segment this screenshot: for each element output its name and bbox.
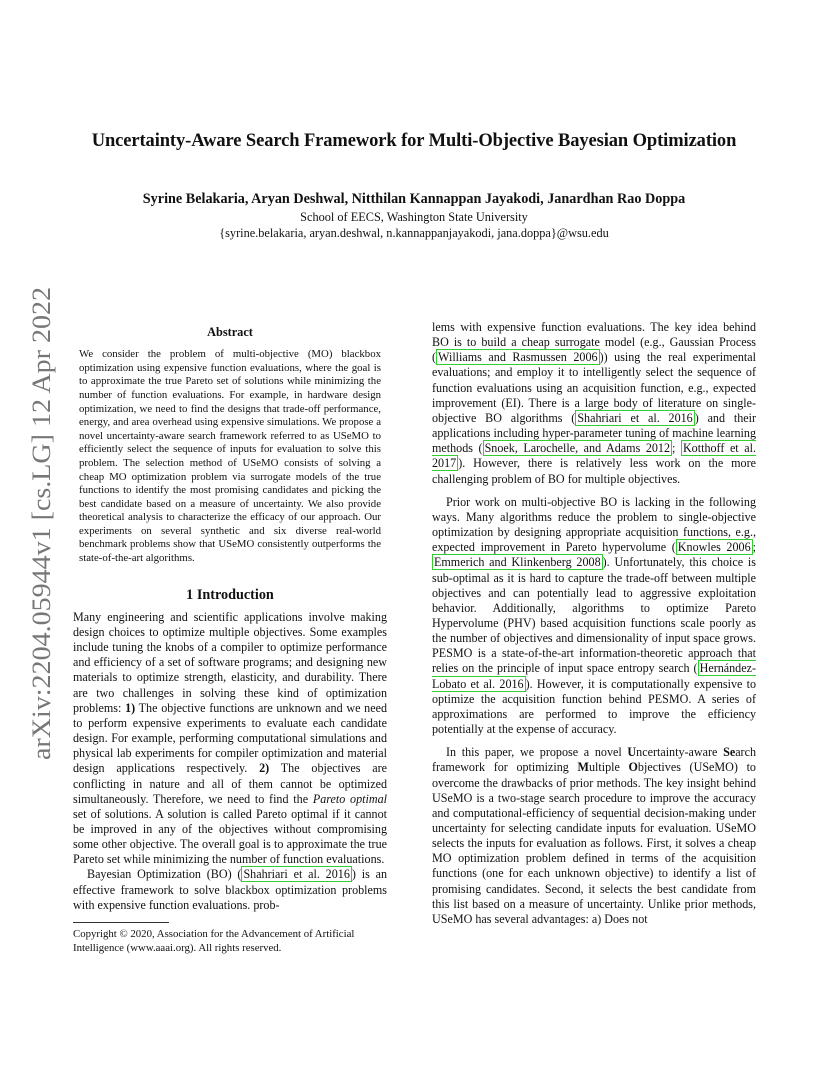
citation-link[interactable]: Shahriari et al. 2016 bbox=[243, 867, 350, 882]
affiliation: School of EECS, Washington State University bbox=[300, 210, 528, 224]
arxiv-identifier bbox=[14, 285, 58, 760]
citation-link[interactable]: Snoek, Larochelle, and Adams 2012 bbox=[484, 441, 671, 456]
intro-paragraph-4: In this paper, we propose a novel Uncertainty-aware Search framework for optimizing Multiple Objectives (USeMO) to overcome the drawbacks of prior methods. The key insight behind USeMO is a two-stage search procedure to improve the accuracy and computational-efficiency of sequential decision-making under uncertainty for selecting candidate inputs for evaluation. USeMO selects the inputs for evaluation as follows. First, it solves a cheap MO optimization problem defined in terms of the acquisition functions (one for each unknown objective) to identify a list of promising candidates. Second, it selects the best candidate from this list based on a measure of uncertainty. Unlike prior methods, USeMO has several advantages: a) Does not bbox=[432, 745, 756, 926]
citation-link[interactable]: Knowles 2006 bbox=[677, 540, 751, 555]
author-emails: {syrine.belakaria, aryan.deshwal, n.kannappanjayakodi, jana.doppa}@wsu.edu bbox=[219, 226, 609, 240]
author-list: Syrine Belakaria, Aryan Deshwal, Nitthilan Kannappan Jayakodi, Janardhan Rao Doppa bbox=[142, 191, 686, 207]
section-heading-introduction: 1 Introduction bbox=[186, 586, 274, 603]
intro-paragraph-2: Bayesian Optimization (BO) ( Shahriari et al. 2016 ) is an effective framework to solve blackbox optimization problems with expensive function evaluations. prob- bbox=[73, 867, 387, 912]
footnote-rule bbox=[73, 922, 169, 923]
arxiv-id-text: arXiv:2204.05944v1 [cs.LG] 12 Apr 2022 bbox=[26, 312, 56, 760]
abstract-text: We consider the problem of multi-objective (MO) blackbox optimization using expensive function evaluations, where the goal is to approximate the true Pareto set of solutions while minimizing the number of function evaluations. For example, in hardware design optimization, we need to find the designs that trade-off performance, energy, and area overhead using expensive simulations. We propose a novel uncertainty-aware search framework referred to as USeMO to efficiently select the sequence of inputs for evaluation to solve this problem. The selection method of USeMO consists of solving a cheap MO optimization problem via surrogate models of the true functions to identify the most promising candidates and picking the best candidate based on a measure of uncertainty. We also provide theoretical analysis to characterize the efficacy of our approach. Our experiments on several synthetic and six diverse real-world benchmark problems show that USeMO consistently outperforms the state-of-the-art algorithms. bbox=[79, 348, 381, 565]
affiliation-block bbox=[0, 209, 828, 241]
citation-link[interactable]: Shahriari et al. 2016 bbox=[577, 410, 693, 425]
copyright-notice: Copyright © 2020, Association for the Advancement of Artificial Intelligence (www.aaai.org). All rights reserved. bbox=[73, 928, 355, 954]
left-column bbox=[73, 325, 387, 913]
citation-link[interactable]: Emmerich and Klinkenberg 2008 bbox=[434, 555, 601, 570]
intro-paragraph-2-continued: lems with expensive function evaluations. The key idea behind BO is to build a cheap surrogate model (e.g., Gaussian Process ( Williams and Rasmussen 2006 )) using the real experimental evaluations; and employ it to intelligently select the sequence of function evaluations using an acquisition function, e.g., expected improvement (EI). There is a large body of literature on single-objective BO algorithms ( Shahriari et al. 2016 ) and their applications including hyper-parameter tuning of machine learning methods ( Snoek, Larochelle, and Adams 2012 ; Kotthoff et al. 2017 ). However, there is relatively less work on the more challenging problem of BO for multiple objectives. bbox=[432, 320, 756, 486]
abstract-heading: Abstract bbox=[207, 325, 253, 339]
intro-paragraph-1: Many engineering and scientific applications involve making design choices to optimize multiple objectives. Some examples include tuning the knobs of a compiler to optimize performance and efficiency of a set of software programs; and designing new materials to optimize strength, elasticity, and durability. There are two challenges in solving these kind of optimization problems: 1) The objective functions are unknown and we need to perform expensive experiments to evaluate each candidate design. For example, performing computational simulations and physical lab experiments for compiler optimization and material design applications respectively. 2) The objectives are conflicting in nature and all of them cannot be optimized simultaneously. Therefore, we need to find the Pareto optimal set of solutions. A solution is called Pareto optimal if it cannot be improved in any of the objectives without compromising some other objective. The overall goal is to approximate the true Pareto set while minimizing the number of function evaluations. bbox=[73, 609, 387, 867]
citation-link[interactable]: Kotthoff et al. 2017 bbox=[432, 441, 756, 471]
citation-link[interactable]: Hernández-Lobato et al. 2016 bbox=[432, 661, 756, 691]
paper-title: Uncertainty-Aware Search Framework for Multi-Objective Bayesian Optimization bbox=[91, 131, 737, 151]
citation-link[interactable]: Williams and Rasmussen 2006 bbox=[438, 350, 598, 365]
intro-paragraph-3: Prior work on multi-objective BO is lacking in the following ways. Many algorithms reduce the problem to single-objective optimization by designing appropriate acquisition functions, e.g., expected improvement in Pareto hypervolume ( Knowles 2006 ; Emmerich and Klinkenberg 2008 ). Unfortunately, this choice is sub-optimal as it is hard to capture the trade-off between multiple objectives and can potentially lead to aggressive exploitation behavior. Additionally, algorithms to optimize Pareto Hypervolume (PHV) based acquisition functions scale poorly as the number of objectives and dimensionality of input space grows. PESMO is a state-of-the-art information-theoretic approach that relies on the principle of input space entropy search ( Hernández-Lobato et al. 2016 ). However, it is computationally expensive to optimize the acquisition function behind PESMO. A series of approximations are performed to improve the efficiency potentially at the expense of accuracy. bbox=[432, 494, 756, 737]
right-column bbox=[432, 320, 756, 927]
